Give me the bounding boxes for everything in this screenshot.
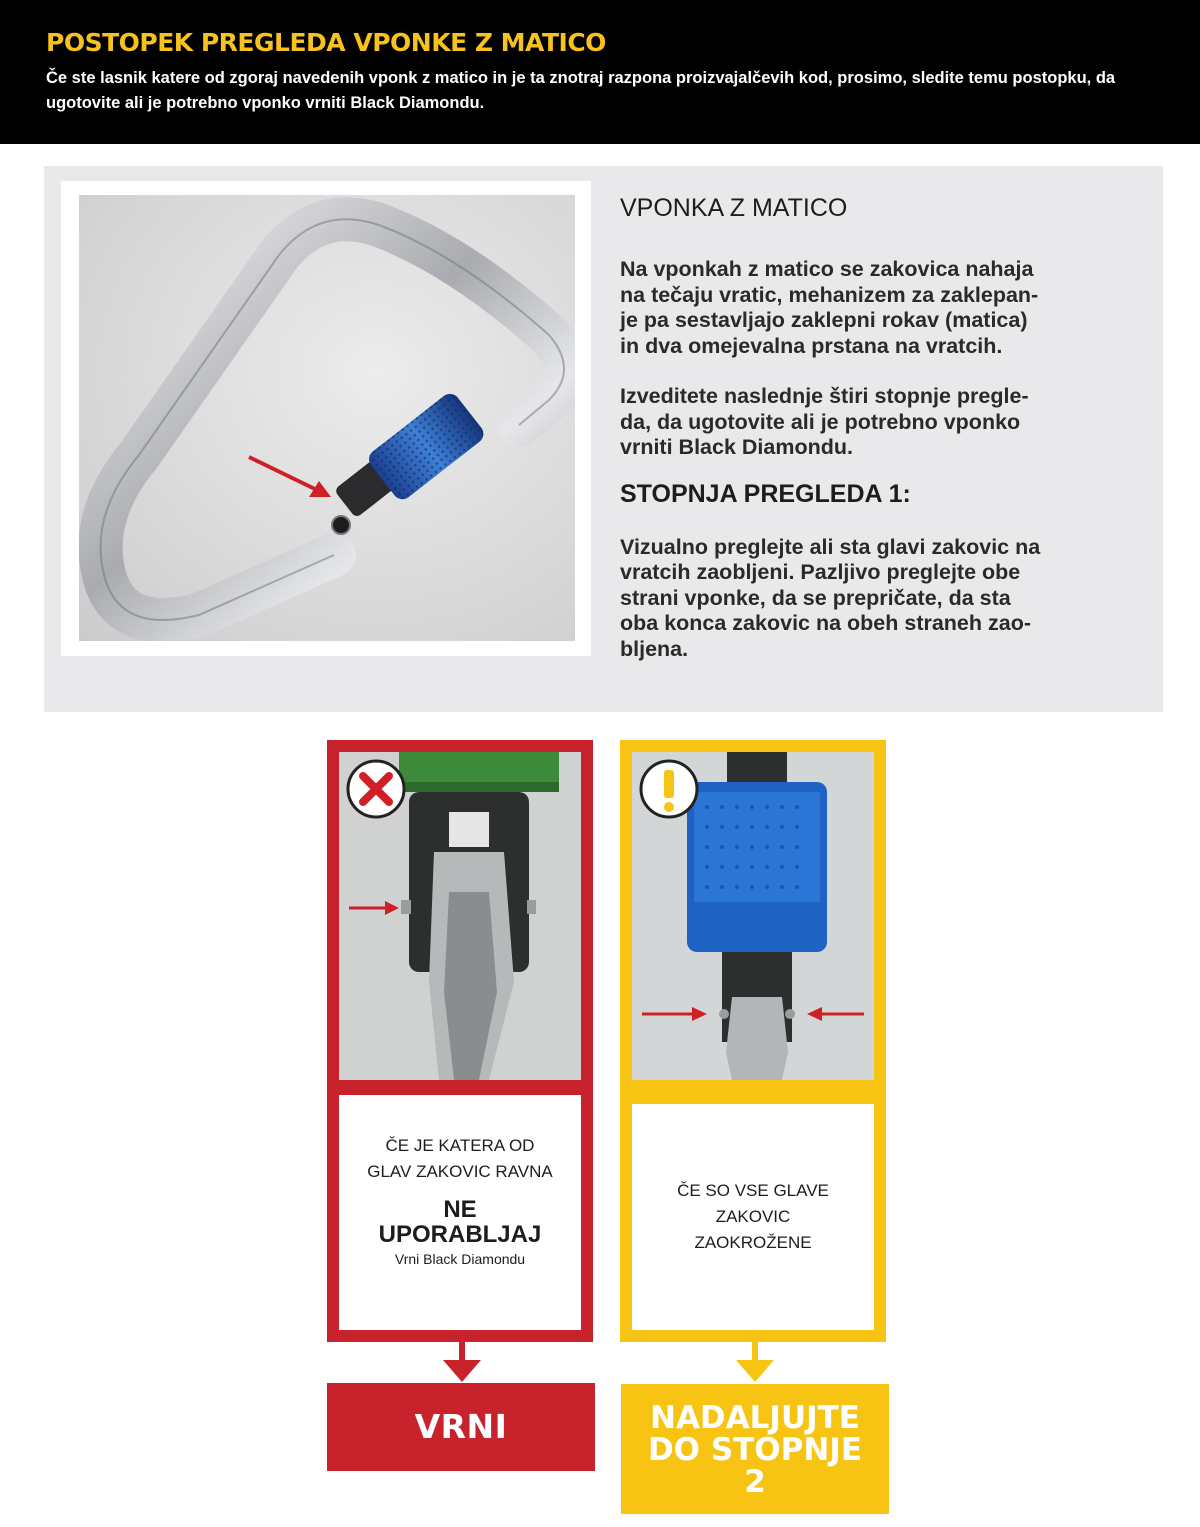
page-title: POSTOPEK PREGLEDA VPONKE Z MATICO — [46, 28, 606, 57]
fail-down-arrow-icon — [437, 1340, 487, 1384]
info-paragraph-3-line: oba konca zakovic na obeh straneh zao- — [620, 611, 1031, 635]
continue-line: NADALJUJTE — [650, 1400, 860, 1436]
pass-condition-box — [632, 1104, 874, 1330]
info-paragraph-3-line: Vizualno preglejte ali sta glavi zakovic na — [620, 534, 1041, 559]
fail-condition-line: GLAV ZAKOVIC RAVNA — [367, 1162, 553, 1181]
pass-condition-line: ZAOKROŽENE — [694, 1233, 812, 1252]
continue-line: 2 — [744, 1464, 766, 1500]
x-mark-icon — [339, 752, 581, 1080]
info-paragraph-3-line: strani vponke, da se prepričate, da sta — [620, 585, 1011, 610]
info-paragraph-2-line: vrniti Black Diamondu. — [620, 435, 853, 459]
intro-text: Če ste lasnik katere od zgoraj navedenih vponk z matico in je ta znotraj razpona proizvajalčevih kod, prosimo, sledite temu postopku, da ugotovite ali je potrebno vponko vrniti Black Diamondu. — [46, 69, 1116, 112]
info-paragraph-2-line: da, da ugotovite ali je potrebno vponko — [620, 409, 1021, 434]
carabiner-illustration — [79, 195, 575, 641]
fail-action-line: NE — [443, 1196, 477, 1223]
carabiner-photo — [79, 195, 575, 641]
info-panel — [44, 166, 1163, 712]
fail-photo — [339, 752, 581, 1080]
info-paragraph-1-line: je pa sestavljajo zaklepni rokav (matica) — [620, 308, 1028, 332]
continue-line: DO STOPNJE — [647, 1432, 863, 1468]
fail-action-line: UPORABLJAJ — [378, 1221, 542, 1248]
header-banner — [0, 0, 1200, 144]
info-paragraph-3-line: bljena. — [620, 636, 689, 661]
fail-note: Vrni Black Diamondu — [394, 1251, 526, 1267]
fail-condition-box — [339, 1095, 581, 1330]
info-heading: VPONKA Z MATICO — [620, 194, 848, 222]
info-paragraph-1-line: na tečaju vratic, mehanizem za zaklepan- — [620, 282, 1039, 307]
pass-condition-line: ZAKOVIC — [715, 1207, 791, 1226]
step-heading: STOPNJA PREGLEDA 1: — [620, 479, 911, 508]
info-paragraph-2-line: Izveditete naslednje štiri stopnje pregle- — [620, 384, 1029, 408]
fail-card — [327, 740, 593, 1342]
continue-result — [621, 1384, 889, 1514]
exclamation-icon — [632, 752, 874, 1080]
info-paragraph-1-line: Na vponkah z matico se zakovica nahaja — [620, 257, 1034, 281]
pass-card — [620, 740, 886, 1342]
pass-photo — [632, 752, 874, 1080]
fail-condition-line: ČE JE KATERA OD — [385, 1136, 535, 1155]
return-label: VRNI — [414, 1407, 508, 1446]
carabiner-photo-frame — [61, 181, 591, 656]
info-text-column — [620, 194, 1140, 662]
pass-down-arrow-icon — [730, 1340, 780, 1384]
info-paragraph-3-line: vratcih zaobljeni. Pazljivo preglejte obe — [620, 560, 1021, 584]
return-result — [327, 1383, 595, 1471]
info-paragraph-1-line: in dva omejevalna prstana na vratcih. — [620, 333, 1003, 358]
pass-condition-line: ČE SO VSE GLAVE — [677, 1181, 829, 1200]
